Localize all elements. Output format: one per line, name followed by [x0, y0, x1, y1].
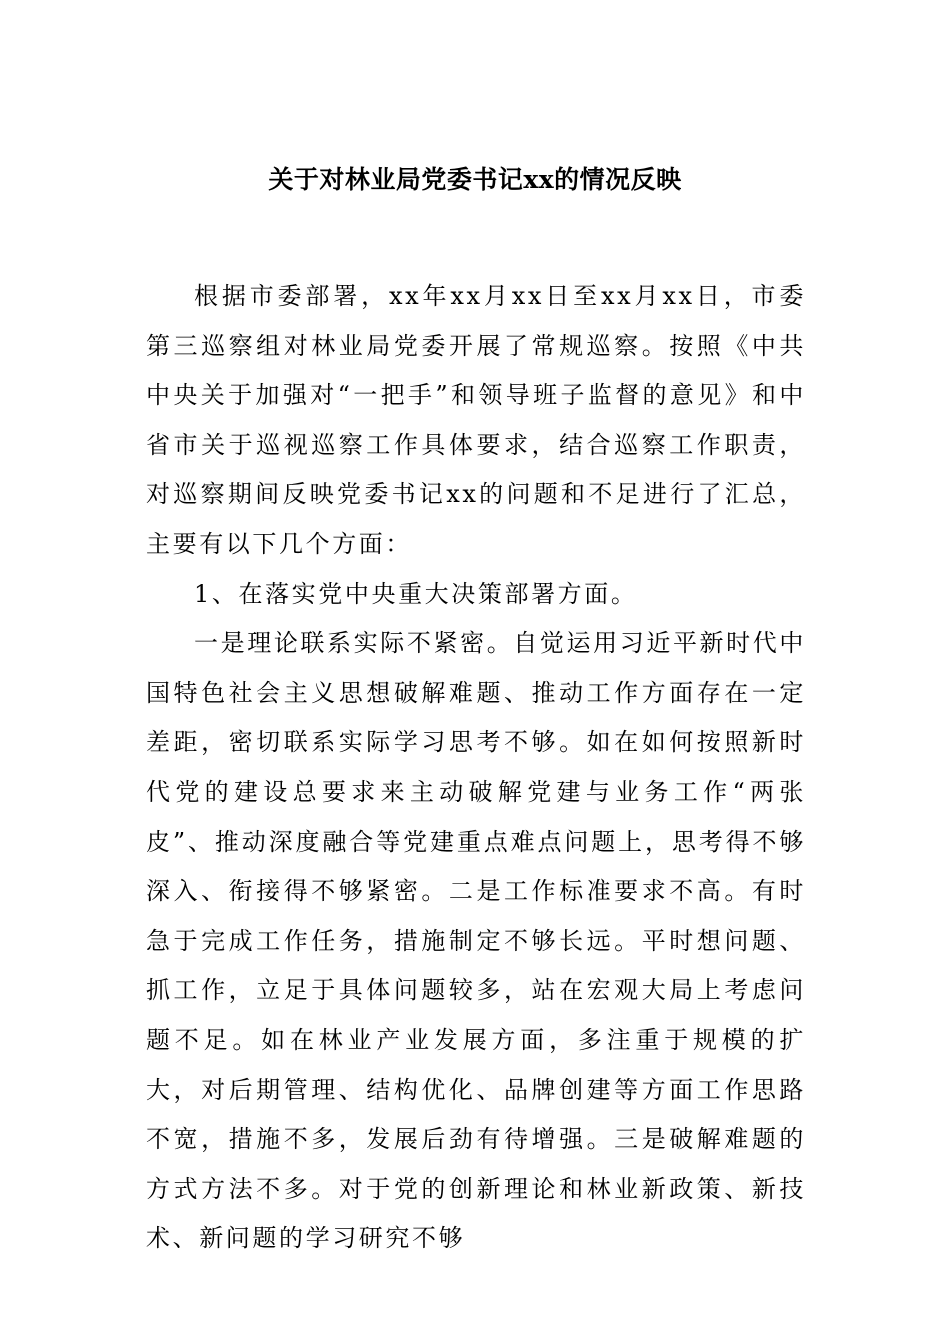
paragraph-intro: 根据市委部署，xx年xx月xx日至xx月xx日，市委第三巡察组对林业局党委开展了常规巡察。按照《中共中央关于加强对“一把手”和领导班子监督的意见》和中省市关于巡视巡察工作具体要求，结合巡察工作职责，对巡察期间反映党委书记xx的问题和不足进行了汇总，主要有以下几个方面：	[146, 282, 806, 558]
document-title: 关于对林业局党委书记xx的情况反映	[268, 165, 682, 194]
paragraph-section-heading: 1、在落实党中央重大决策部署方面。	[194, 579, 638, 608]
paragraph-section-content: 一是理论联系实际不紧密。自觉运用习近平新时代中国特色社会主义思想破解难题、推动工作方面存在一定差距，密切联系实际学习思考不够。如在如何按照新时代党的建设总要求来主动破解党建与业务工作“两张皮”、推动深度融合等党建重点难点问题上，思考得不够深入、衔接得不够紧密。二是工作标准要求不高。有时急于完成工作任务，措施制定不够长远。平时想问题、抓工作，立足于具体问题较多，站在宏观大局上考虑问题不足。如在林业产业发展方面，多注重于规模的扩大，对后期管理、结构优化、品牌创建等方面工作思路不宽，措施不多，发展后劲有待增强。三是破解难题的方式方法不多。对于党的创新理论和林业新政策、新技术、新问题的学习研究不够	[146, 629, 806, 1253]
document-body	[146, 272, 806, 1264]
